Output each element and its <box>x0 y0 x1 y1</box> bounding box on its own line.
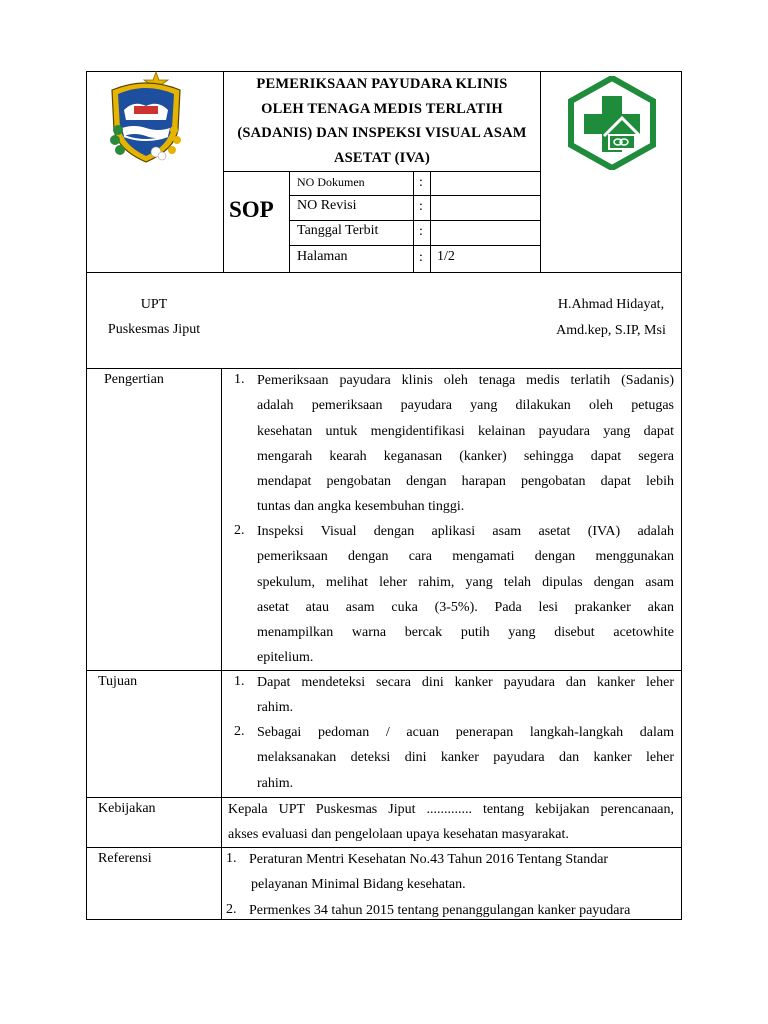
section-label-kebijakan: Kebijakan <box>98 801 156 816</box>
meta-value-divider <box>430 171 431 273</box>
kebijakan-text <box>228 797 674 848</box>
text-line: melaksanakan deteksi dini kanker payudara dan kanker leher <box>257 750 674 766</box>
title-bottom-border <box>224 171 540 172</box>
table-right-border <box>681 71 682 920</box>
text-line: mengarah kearah keganasan (kanker) sehingga dapat segera <box>257 448 674 464</box>
text-line: Dapat mendeteksi secara dini kanker payudara dan kanker leher <box>257 675 674 690</box>
text-line: mendapat pengobatan dengan harapan pengobatan dapat lebih <box>257 474 674 490</box>
text-line: Kepala UPT Puskesmas Jiput ............. tentang kebijakan perencanaan, <box>228 802 674 817</box>
table-left-border <box>86 71 87 920</box>
org-line-2: Puskesmas Jiput <box>107 322 201 337</box>
meta-label-no-dokumen: NO Dokumen <box>297 175 365 189</box>
meta-row-divider <box>289 220 540 221</box>
text-line: Pemeriksaan payudara klinis oleh tenaga medis terlatih (Sadanis) <box>257 373 674 388</box>
sop-divider <box>289 171 290 273</box>
title-line: (SADANIS) DAN INSPEKSI VISUAL ASAM <box>237 125 527 141</box>
header-bottom-border <box>86 272 682 273</box>
text-line: adalah pemeriksaan payudara yang dilakukan oleh petugas <box>257 398 674 414</box>
text-line: rahim. <box>257 775 294 791</box>
meta-colon: : <box>419 224 423 239</box>
title-line: OLEH TENAGA MEDIS TERLATIH <box>261 100 503 117</box>
regional-emblem-logo <box>104 70 188 166</box>
pengertian-item-2 <box>257 519 674 671</box>
text-line: tuntas dan angka kesembuhan tinggi. <box>257 499 465 515</box>
section-label-tujuan: Tujuan <box>98 674 138 689</box>
sop-title <box>224 72 540 170</box>
text-line: Peraturan Mentri Kesehatan No.43 Tahun 2016 Tentang Standar <box>249 852 609 867</box>
meta-colon-divider <box>413 171 414 273</box>
list-number: 1. <box>234 372 245 387</box>
meta-colon: : <box>419 175 423 190</box>
meta-row-divider <box>289 245 540 246</box>
text-line: epitelium. <box>257 650 314 666</box>
meta-row-divider <box>289 195 540 196</box>
title-line: PEMERIKSAAN PAYUDARA KLINIS <box>256 76 508 92</box>
logo-divider <box>540 71 541 273</box>
meta-label-tanggal-terbit: Tanggal Terbit <box>297 223 379 238</box>
tujuan-item-2 <box>257 720 674 796</box>
referensi-item-1 <box>249 847 649 898</box>
tujuan-item-1 <box>257 670 674 721</box>
meta-label-halaman: Halaman <box>297 249 348 264</box>
text-line: pemeriksaan dengan cara mengamati dengan menggunakan <box>257 549 674 565</box>
text-line: pelayanan Minimal Bidang kesehatan. <box>251 877 466 893</box>
text-line: menampilkan warna bercak putih yang disebut acetowhite <box>257 625 674 641</box>
meta-colon: : <box>419 199 423 214</box>
referensi-item-2 <box>249 898 679 923</box>
text-line: akses evaluasi dan pengelolaan upaya kesehatan masyarakat. <box>228 827 569 843</box>
text-line: Sebagai pedoman / acuan penerapan langkah-langkah dalam <box>257 725 674 740</box>
org-line-1: UPT <box>140 297 168 312</box>
head-name-line-2: Amd.kep, S.IP, Msi <box>556 323 666 338</box>
meta-colon: : <box>419 250 423 265</box>
text-line: Permenkes 34 tahun 2015 tentang penanggulangan kanker payudara <box>249 903 631 918</box>
list-number: 1. <box>234 674 245 689</box>
section-label-referensi: Referensi <box>98 851 152 866</box>
section-label-pengertian: Pengertian <box>104 372 164 387</box>
label-column-divider <box>221 368 222 920</box>
meta-label-no-revisi: NO Revisi <box>297 198 357 213</box>
text-line: rahim. <box>257 700 294 716</box>
head-name-line-1: H.Ahmad Hidayat, <box>557 297 665 312</box>
list-number: 1. <box>226 851 237 866</box>
text-line: spekulum, melihat leher rahim, yang telah dipulas dengan asam <box>257 574 674 590</box>
sop-label: SOP <box>229 197 274 222</box>
list-number: 2. <box>226 902 237 917</box>
list-number: 2. <box>234 523 245 538</box>
title-line: ASETAT (IVA) <box>333 149 430 166</box>
text-line: kesehatan untuk mengidentifikasi kelainan payudara yang dapat <box>257 423 674 439</box>
text-line: asetat atau asam cuka (3-5%). Pada lesi prakanker akan <box>257 599 674 615</box>
list-number: 2. <box>234 724 245 739</box>
pengertian-item-1 <box>257 368 674 520</box>
puskesmas-logo <box>566 76 658 170</box>
meta-value-halaman: 1/2 <box>437 249 455 264</box>
text-line: Inspeksi Visual dengan aplikasi asam asetat (IVA) adalah <box>257 524 674 539</box>
